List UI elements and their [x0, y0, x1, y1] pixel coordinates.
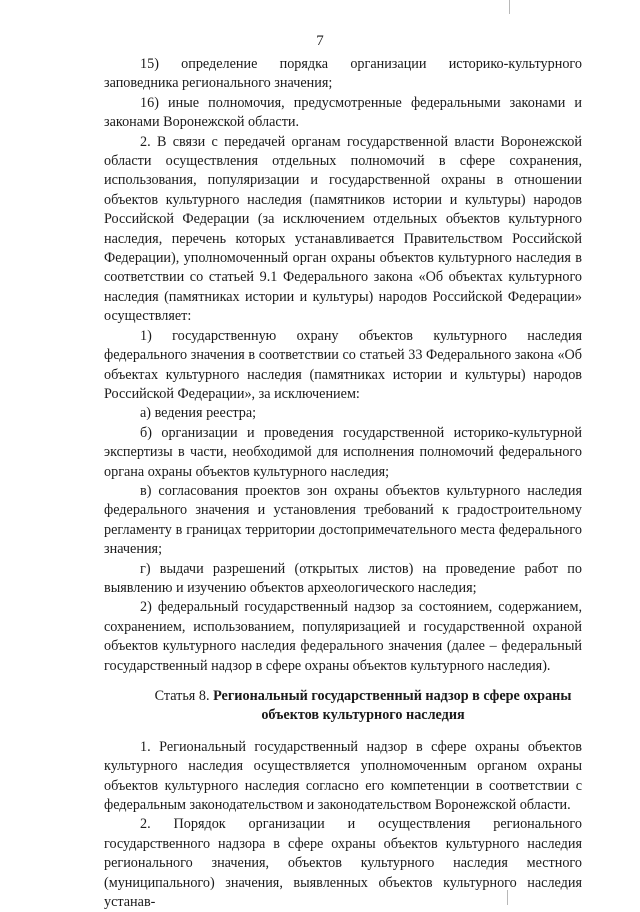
paragraph-subitem-2: 2) федеральный государственный надзор за состоянием, содержанием, сохранением, использованием, популяризацией и государственной охраной объектов культурного наследия федерального значения (далее – федеральный государственный надзор в сфере охраны объектов культурного наследия).: [104, 599, 582, 674]
page-number: 7: [316, 33, 324, 49]
paragraph-exception-a: а) ведения реестра;: [140, 405, 257, 422]
paragraph-subitem-1: 1) государственную охрану объектов культурного наследия федерального значения в соответствии со статьей 33 Федерального закона «Об объектах культурного наследия (памятниках истории и культуры) народов Российской Федерации», за исключением:: [104, 327, 582, 402]
paragraph-exception-v: в) согласования проектов зон охраны объектов культурного наследия федерального значения и установления требований к градостроительному регламенту в границах территории достопримечательного места федерального значения;: [104, 482, 582, 558]
scan-mark-top: [509, 0, 510, 14]
article-label: Статья 8.: [154, 688, 210, 704]
paragraph-article8-2: 2. Порядок организации и осуществления регионального государственного надзора в сфере охраны объектов культурного наследия регионального значения, объектов культурного наследия местного (муниципального) значения, выявленных объектов культурного наследия устанав-: [104, 816, 582, 911]
paragraph-exception-b: б) организации и проведения государственной историко-культурной экспертизы в части, необходимой для исполнения полномочий федерального органа охраны объектов культурного наследия;: [104, 424, 582, 480]
heading-spacer: [104, 726, 582, 738]
paragraph-item-16: 16) иные полномочия, предусмотренные федеральными законами и законами Воронежской области.: [104, 94, 582, 131]
article-title-line2: объектов культурного наследия: [261, 707, 465, 724]
document-body: [104, 55, 582, 912]
paragraph-item-15: 15) определение порядка организации историко-культурного заповедника регионального значения;: [104, 56, 582, 92]
article-title-line1: Региональный государственный надзор в сфере охраны: [213, 688, 572, 704]
paragraph-article8-1: 1. Региональный государственный надзор в сфере охраны объектов культурного наследия осуществляется уполномоченным органом охраны объектов культурного наследия согласно его компетенции в соответствии с федеральным законодательством и законодательством Воронежской области.: [104, 738, 582, 814]
article-heading: [104, 687, 582, 726]
paragraph-section-2: 2. В связи с передачей органам государственной власти Воронежской области осуществления отдельных полномочий в сфере сохранения, использования, популяризации и государственной охраны в отношении объектов культурного наследия (памятников истории и культуры) народов Российской Федерации (за исключением отдельных объектов культурного наследия, перечень которых устанавливается Правительством Российской Федерации), уполномоченный орган охраны объектов культурного наследия в соответствии со статьей 9.1 Федерального закона «Об объектах культурного наследия (памятниках истории и культуры) народов Российской Федерации» осуществляет:: [104, 133, 582, 325]
paragraph-exception-g: г) выдачи разрешений (открытых листов) на проведение работ по выявлению и изучению объектов археологического наследия;: [104, 560, 582, 596]
